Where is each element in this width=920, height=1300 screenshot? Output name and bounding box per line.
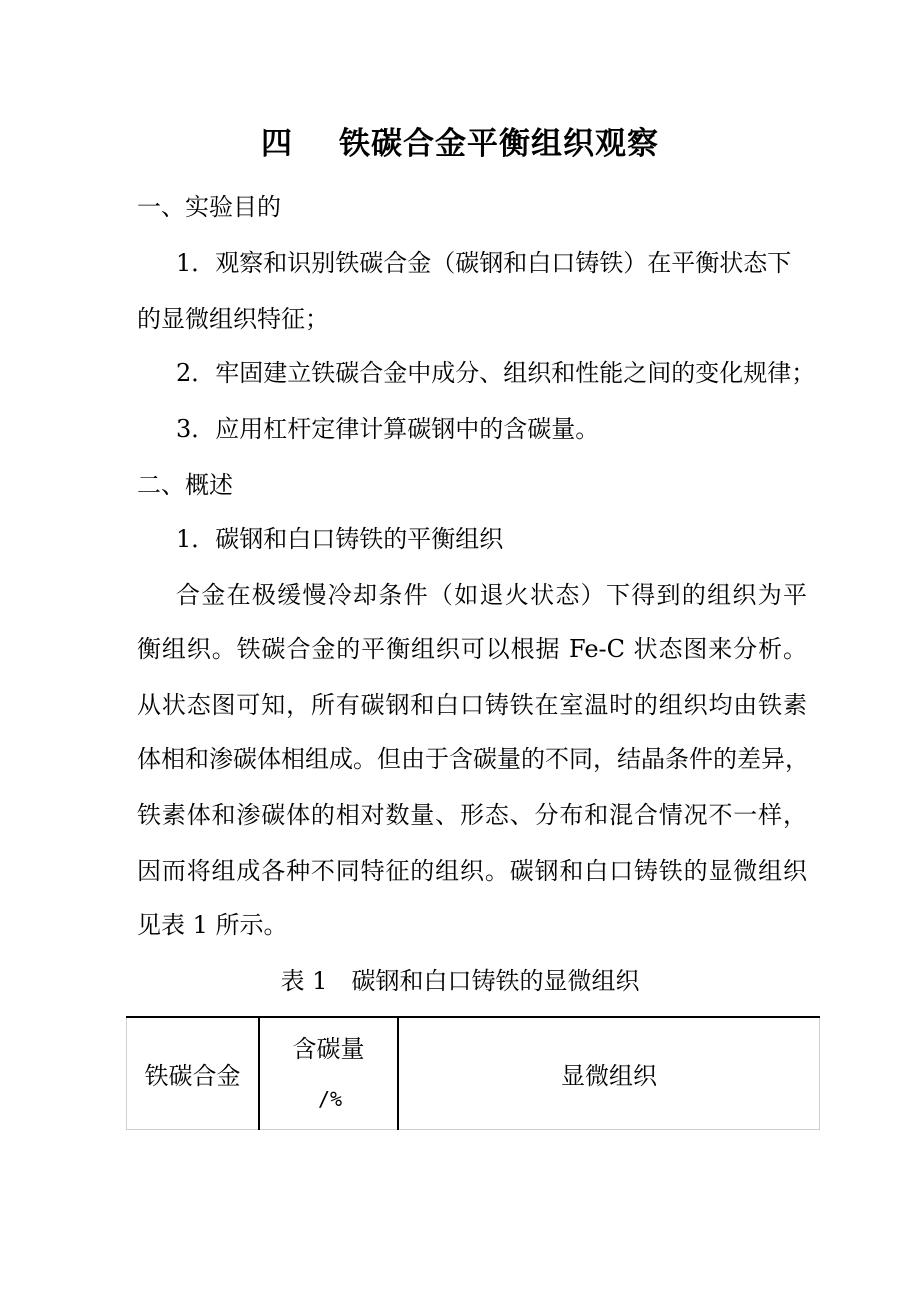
paragraph-line-2: 衡组织。铁碳合金的平衡组织可以根据 Fe-C 状态图来分析。	[137, 635, 807, 663]
purpose-item-2: 2．牢固建立铁碳合金中成分、组织和性能之间的变化规律；	[176, 359, 816, 387]
purpose-item-1-cont: 的显微组织特征；	[137, 305, 329, 333]
table-header-row	[127, 1017, 820, 1130]
header-carbon-line2: /%	[318, 1086, 343, 1111]
header-carbon-line1: 含碳量	[292, 1034, 365, 1063]
header-alloy: 铁碳合金	[127, 1017, 260, 1130]
paragraph-line-1: 合金在极缓慢冷却条件（如退火状态）下得到的组织为平	[176, 581, 807, 609]
purpose-item-3: 3．应用杠杆定律计算碳钢中的含碳量。	[176, 415, 600, 443]
overview-subheading: 1．碳钢和白口铸铁的平衡组织	[176, 525, 504, 553]
paragraph-line-7: 见表 1 所示。	[137, 911, 288, 939]
paragraph-line-3: 从状态图可知，所有碳钢和白口铸铁在室温时的组织均由铁素	[137, 691, 807, 719]
page-title	[0, 118, 920, 163]
header-carbon-content	[259, 1017, 398, 1130]
paragraph-line-6: 因而将组成各种不同特征的组织。碳钢和白口铸铁的显微组织	[137, 857, 807, 885]
section-heading-purpose: 一、实验目的	[137, 193, 281, 221]
microstructure-table	[126, 1016, 820, 1130]
paragraph-line-5: 铁素体和渗碳体的相对数量、形态、分布和混合情况不一样，	[137, 801, 807, 829]
section-heading-overview: 二、概述	[137, 471, 233, 499]
purpose-item-1: 1．观察和识别铁碳合金（碳钢和白口铸铁）在平衡状态下	[176, 249, 792, 277]
table-caption-text: 碳钢和白口铸铁的显微组织	[351, 967, 640, 995]
table-caption-label: 表 1	[280, 967, 328, 995]
title-text: 铁碳合金平衡组织观察	[339, 126, 659, 162]
table-caption	[0, 966, 920, 996]
paragraph-line-4: 体相和渗碳体相组成。但由于含碳量的不同，结晶条件的差异，	[137, 745, 809, 773]
header-microstructure: 显微组织	[398, 1017, 820, 1130]
title-number: 四	[261, 126, 293, 162]
